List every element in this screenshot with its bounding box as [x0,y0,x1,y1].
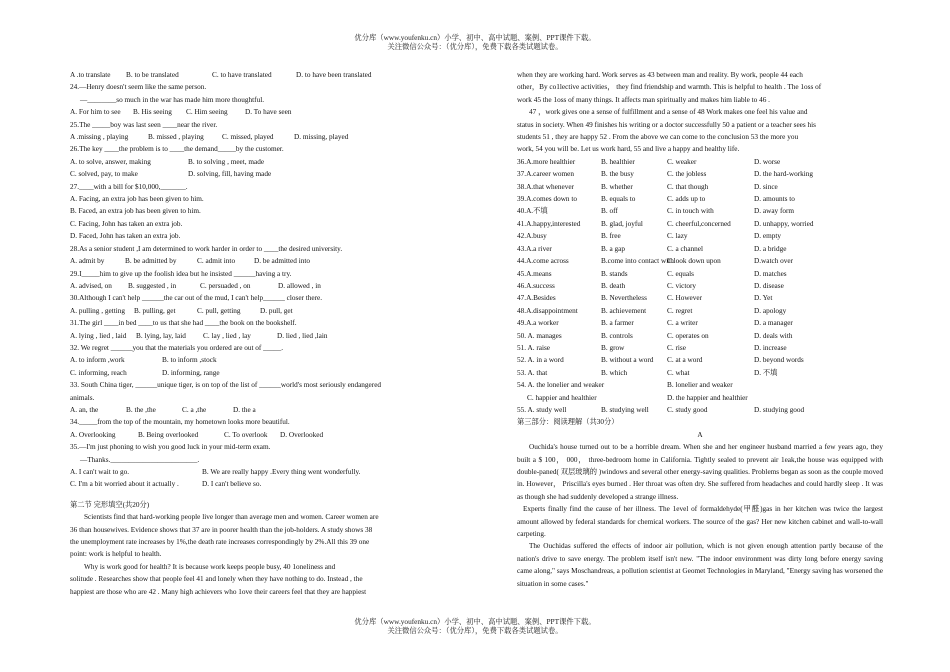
cloze-section-title: 第二节 完形填空(共20分) [70,500,150,509]
option-choice: D. worse [754,157,781,166]
option-choice: D. the hard-working [754,170,813,179]
cloze-option-row [517,268,883,280]
option-choice: 51. A. raise [517,343,551,352]
cloze-option-row [517,367,883,379]
option-choice: B. controls [601,331,633,340]
passage-a-label: A [697,430,703,439]
option-choice: C. the jobless [667,170,707,179]
q26-options-1: A. to solve, answer, making B. to solving , meet, made [70,157,265,166]
q24-options: A. For him to see B. His seeing C. Him seeing D. To have seen [70,108,292,117]
option-choice: 41.A.happy,interested [517,219,581,228]
q33-options: A. an, the B. the ,the C. a ,the D. the a [70,405,256,414]
option-choice: B. healthier [601,157,635,166]
cloze-option-row [517,230,883,242]
q33-stem: 33. South China tiger, ______unique tiger, is on top of the list of ______world's most seriously endangered [70,381,382,390]
option-choice: 46.A.success [517,281,555,290]
cloze-line-1: Scientists find that hard-working people live longer than average men and women. Career women are [84,513,379,522]
option-choice: D. deals with [754,331,793,340]
option-choice: C. at a word [667,356,703,365]
cloze-line-14: work, 54 you will be. Let us work hard, 55 and live a happy and healthy life. [517,145,740,154]
option-choice: C. rise [667,343,686,352]
option-choice: 48.A.disappointment [517,306,578,315]
cloze-option-row [517,354,883,366]
q35-stem: 35.—I'm just phoning to wish you good luck in your mid-term exam. [70,443,271,452]
option-choice: B. Nevertheless [601,294,647,303]
passage-a-para-2: Experts finally find the cause of her illness. The 1evel of formaldehyde(甲醛)gas in her kitchen was twice the largest amount allowed by federal standards for chemical workers. The source of the gas? Her new kitchen cabinet and wall-to-wall carpeting. [517,505,883,539]
option-choice: 37.A.career women [517,170,574,179]
option-choice: D. 不填 [754,368,778,377]
q33-stem-b: animals. [70,393,95,402]
q55-options: 55. A. study well B. studying well C. study good D. studying good [517,405,805,414]
cloze-option-row [517,342,883,354]
q29-options: A. advised, on B. suggested , in C. persuaded , on D. allowed , in [70,281,321,290]
cloze-line-4: point: work is helpful to health. [70,550,162,559]
reading-section-title: 第三部分：阅读理解（共30分） [517,418,619,427]
cloze-option-row [517,193,883,205]
option-choice: C. regret [667,306,693,315]
cloze-option-row [517,317,883,329]
q54-options-1: 54. A. the lonelier and weaker B. lonelier and weaker [517,381,733,390]
option-choice: 44.A.come across [517,257,569,266]
cloze-option-row [517,218,883,230]
cloze-option-row [517,305,883,317]
q25-stem: 25.The _____boy was last seen ____near the river. [70,120,218,129]
cloze-line-13: students 51 , they are happy 52 . From the above we can come to the conclusion 53 the more you [517,133,799,142]
cloze-option-row [517,280,883,292]
q35-options-1: A. I can't wait to go. B. We are really happy .Every thing went wonderfully. [70,468,361,476]
right-column [517,69,883,590]
q26-stem: 26.The key ____the problem is to ____the demand_____by the customer. [70,145,284,154]
option-choice: D. a manager [754,319,793,328]
option-choice: D. away form [754,207,795,216]
header-line-1: 优分库（www.youfenku.cn）小学、初中、高中试题、案例、PPT课件下载。 [354,33,596,42]
q29-stem: 29.I_____him to give up the foolish idea but he insisted ______having a try. [70,269,292,278]
footer-line-2: 关注微信公众号：（优分库），免费下载各类试题试卷。 [387,626,563,635]
cloze-line-8: when they are working hard. Work serves as 43 between man and reality. By work, people 44 each [517,71,803,79]
q27-option-b: B. Faced, an extra job has been given to him. [70,207,201,216]
option-choice: 53. A. that [517,368,548,377]
option-choice: D. Yet [754,294,773,303]
option-choice: C. lazy [667,232,688,241]
option-choice: D. disease [754,281,784,290]
option-choice: B. glad, joyful [601,219,643,228]
option-choice: B. a farmer [601,319,634,328]
option-choice: 36.A.more healthier [517,157,576,166]
option-choice: B. achievement [601,306,647,315]
cloze-option-row [517,168,883,180]
option-choice: C. weaker [667,157,697,166]
option-choice: 43.A.a river [517,244,552,253]
q27-stem: 27.____with a bill for $10,000,_______. [70,182,188,191]
cloze-line-12: status in society. When 49 finishes his writing or a doctor successfully 50 a patient or a teacher sees his [517,120,816,129]
spacer [70,491,442,499]
q28-stem: 28.As a senior student ,I am determined to work harder in order to ____the desired university. [70,244,343,253]
option-choice: C. However [667,294,703,303]
option-choice: B. a gap [601,244,625,253]
cloze-option-row [517,292,883,304]
cloze-line-9: other，By co1lective activities， they find friendship and warmth. This is helpful to health . The 1oss of [517,83,822,92]
option-choice: B. equals to [601,195,636,204]
q31-stem: 31.The girl ____in bed ____to us that she had ____the book on the bookshelf. [70,319,297,328]
cloze-option-row [517,330,883,342]
option-choice: D. amounts to [754,195,795,204]
option-choice: 47.A.Besides [517,294,556,303]
option-choice: 38.A.that whenever [517,182,574,191]
option-choice: 50. A. manages [517,331,562,340]
left-column [70,69,442,598]
cloze-line-5: Why is work good for health? It is because work keeps people busy, 40 1oneliness and [84,562,336,571]
option-choice: C. cheerful,concerned [667,219,731,228]
q32-options-2: C. informing, reach D. informing, range [70,368,220,377]
page-footer [0,617,950,635]
footer-line-1: 优分库（www.youfenku.cn）小学、初中、高中试题、案例、PPT课件下载。 [354,617,596,626]
q35-stem-b: —Thanks.________________________. [80,455,200,464]
q27-option-c: C. Facing, John has taken an extra job. [70,219,183,228]
option-choice: C. what [667,368,690,377]
q30-options: A. pulling , getting B. pulling, get C. pull, getting D. pull, get [70,306,293,315]
q32-stem: 32. We regret ______you that the materials you ordered are out of _____. [70,343,284,352]
option-choice: B. off [601,207,618,216]
option-choice: 42.A.busy [517,232,547,241]
page-header [0,33,950,51]
cloze-line-2: 36 than housewives. Evidence shows that 37 are in poorer health than the job-holders. A study shows 38 [70,525,373,534]
option-choice: 45.A.means [517,269,552,278]
q54-options-2: C. happier and healthier D. the happier and healthier [527,393,748,402]
option-choice: C.look down upon [667,257,721,266]
option-choice: D. since [754,182,778,191]
q31-options: A. lying , lied , laid B. lying, lay, laid C. lay , lied , lay D. lied , lied ,lain [70,331,328,340]
option-choice: D. beyond words [754,356,804,365]
option-choice: B. the busy [601,170,634,179]
cloze-line-6: solitude . Researches show that people feel 41 and lonely when they have nothing to do. Instead , the [70,575,363,584]
cloze-line-10: work 45 the 1oss of many things. It affects man spiritually and makes him liable to 46 . [517,95,770,104]
option-choice: C. in touch with [667,207,714,216]
option-choice: B. free [601,232,621,241]
option-choice: C. victory [667,281,696,290]
option-choice: 40.A.不填 [517,207,548,216]
option-choice: D. a bridge [754,244,787,253]
option-choice: B. stands [601,269,628,278]
q24-stem: 24.—Henry doesn't seem like the same person. [70,83,207,92]
q34-options: A. Overlooking B. Being overlooked C. To overlook D. Overlooked [70,430,324,439]
cloze-option-row [517,255,883,267]
option-choice: B. grow [601,343,625,352]
option-choice: D. empty [754,232,781,241]
option-choice: B. death [601,281,626,290]
option-choice: B.come into contact with [601,257,674,266]
option-choice: C. a writer [667,319,698,328]
option-choice: B. which [601,368,628,377]
option-choice: D. increase [754,343,787,352]
option-choice: 49.A.a worker [517,319,559,328]
cloze-option-row [517,243,883,255]
option-choice: D. unhappy, worried [754,219,814,228]
option-choice: C. operates on [667,331,709,340]
option-choice: D. matches [754,269,787,278]
q23-options: A .to translate B. to be translated C. to have translated D. to have been translated [70,71,372,79]
option-choice: C. that though [667,182,709,191]
cloze-option-row [517,156,883,168]
option-choice: B. whether [601,182,633,191]
cloze-line-11: 47 ，work gives one a sense of fulfillment and a sense of 48 Work makes one feel his value and [529,108,808,117]
cloze-option-row [517,181,883,193]
q35-options-2: C. I'm a bit worried about it actually . D. I can't believe so. [70,480,262,489]
cloze-line-7: happiest are those who are 42 . Many high achievers who 1ove their careers feel that they are happiest [70,587,367,596]
passage-a-para-3: The Ouchidas suffered the effects of indoor air pollution, which is not given enough attention partly because of the nation's drive to save energy. The problem itself isn't new. "The indoor environment was dirty long before energy saving came along," says Moschandreas, a pollution scientist at Geomet Technologies in Maryland, "Energy saving has worsened the situation in some cases." [517,542,883,588]
option-choice: C. equals [667,269,694,278]
passage-a-para-1: Ouchida's house turned out to be a horrible dream. When she and her engineer husband married a few years ago, they built a $ 100， 000， three-bedroom home in California. Tightly sealed to prevent air 1eak,the house was equipped with double-paned( 双层玻璃的 )windows and several other energy-saving qualities. Problems began as soon as the couple moved in. However， Priscilla's eyes burned . Her throat was often dry. She suffered from headaches and could hardly sleep . It was as though she had suddenly developed a strange illness. [517,443,883,501]
cloze-options [517,156,883,379]
option-choice: 39.A.comes down to [517,195,578,204]
q32-options-1: A. to inform ,work B. to inform ,stock [70,356,217,365]
cloze-option-row [517,205,883,217]
q25-options: A .missing , playing B. missed , playing C. missed, played D. missing, played [70,133,349,142]
cloze-line-3: the unemployment rate increases by 1%,the death rate increases correspondingly by 2%.All this 39 one [70,538,370,547]
option-choice: D. apology [754,306,787,315]
q24-stem-b: —________so much in the war has made him more thoughtful. [80,95,265,104]
q30-stem: 30.Although I can't help ______the car out of the mud, I can't help______ closer there. [70,294,323,303]
option-choice: C. adds up to [667,195,706,204]
q27-option-a: A. Facing, an extra job has been given to him. [70,195,204,204]
q28-options: A. admit by B. be admitted by C. admit into D. be admitted into [70,257,310,266]
header-line-2: 关注微信公众号：（优分库），免费下载各类试题试卷。 [387,42,563,51]
option-choice: C. a channel [667,244,704,253]
q27-option-d: D. Faced, John has taken an extra job. [70,232,181,241]
option-choice: B. without a word [601,356,654,365]
option-choice: D.watch over [754,257,794,266]
q34-stem: 34._____from the top of the mountain, my hometown looks more beautiful. [70,418,290,427]
q26-options-2: C. solved, pay, to make D. solving, fill, having made [70,170,272,179]
option-choice: 52. A. in a word [517,356,564,365]
